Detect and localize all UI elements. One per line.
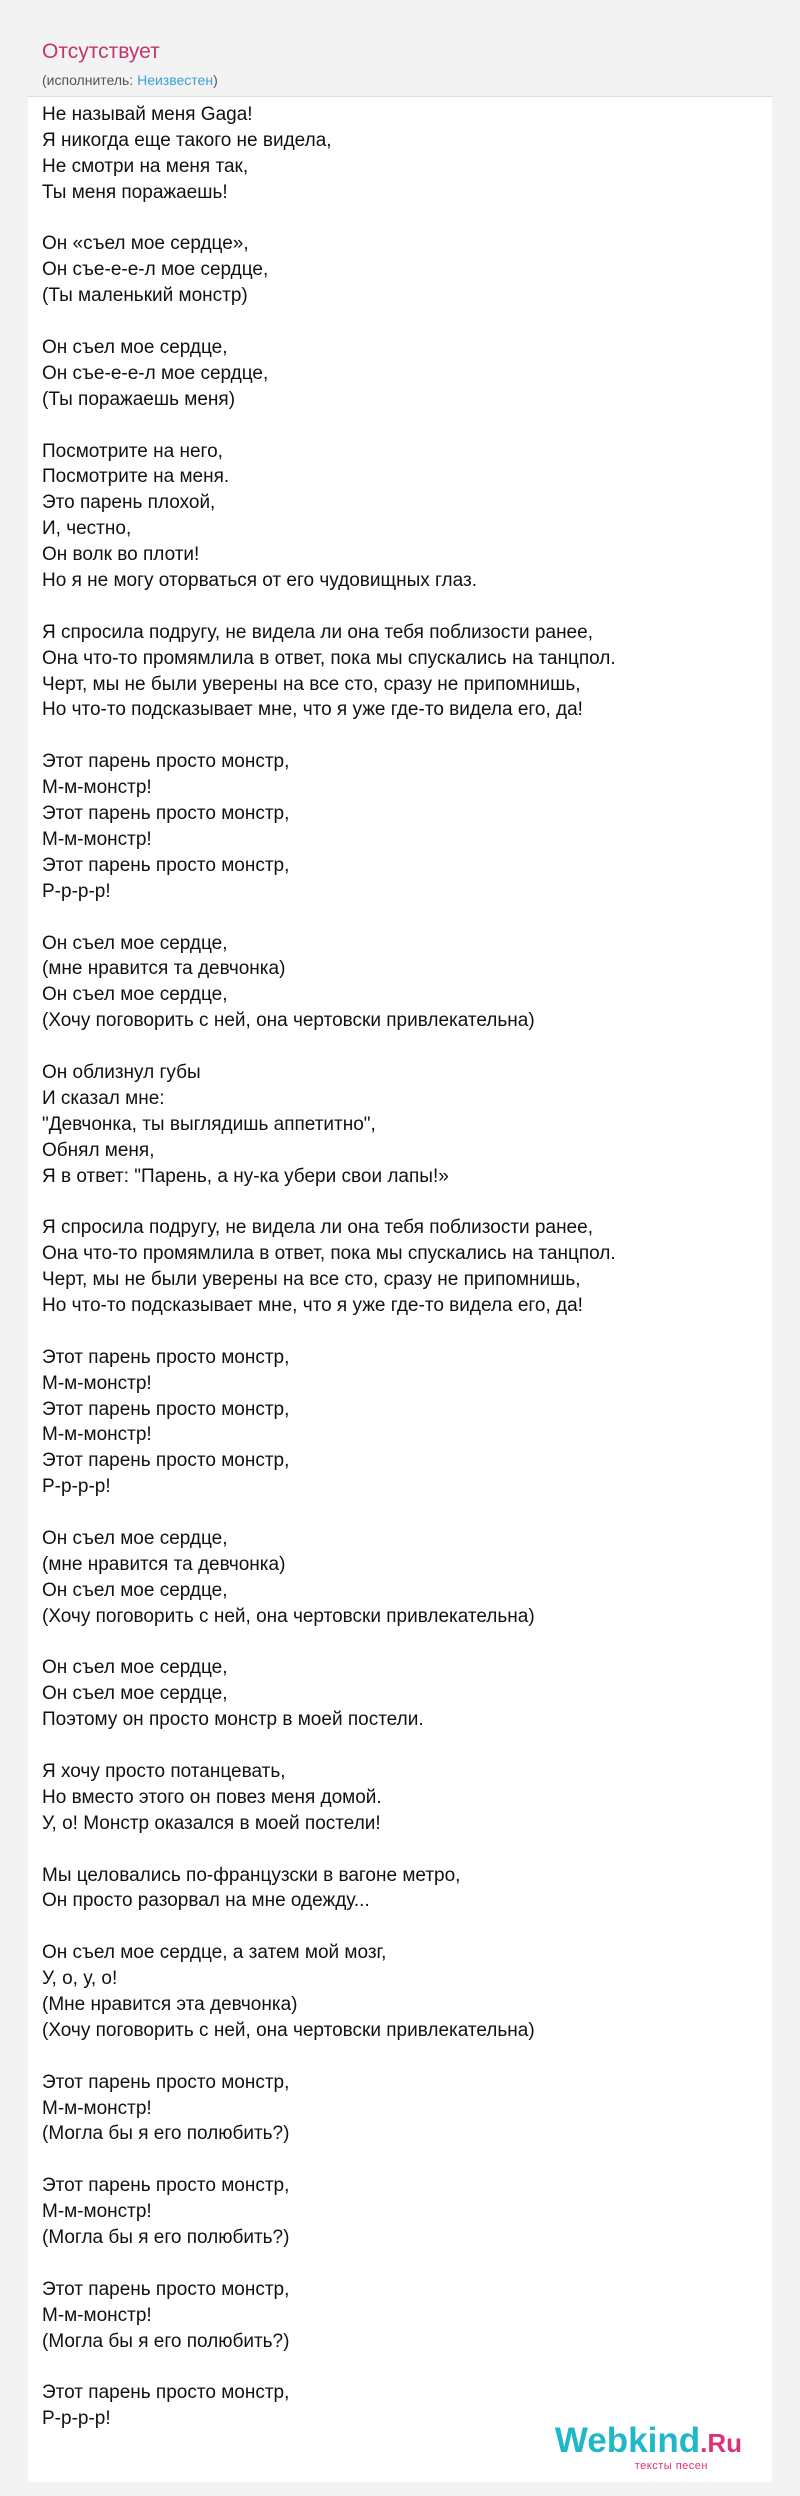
lyric-line: Посмотрите на меня.	[42, 466, 230, 488]
lyric-line: Он съел мое сердце,	[42, 1683, 228, 1705]
lyric-line: И, честно,	[42, 518, 132, 540]
lyric-line: Этот парень просто монстр,	[42, 1450, 290, 1472]
stanza-gap	[42, 2354, 762, 2380]
lyric-line: У, о! Монстр оказался в моей постели!	[42, 1812, 381, 1834]
lyric-line: Это парень плохой,	[42, 492, 216, 514]
lyric-line: Этот парень просто монстр,	[42, 2071, 290, 2093]
lyric-line: Р-р-р-р!	[42, 2408, 111, 2430]
logo-tagline: тексты песен	[634, 2460, 708, 2472]
stanza-gap	[42, 1733, 762, 1759]
lyric-line: Этот парень просто монстр,	[42, 854, 290, 876]
lyric-line: М-м-монстр!	[42, 2304, 152, 2326]
stanza-gap	[42, 309, 762, 335]
lyric-line: (Мне нравится эта девчонка)	[42, 1994, 298, 2016]
lyric-line: Я спросила подругу, не видела ли она тебя поблизости ранее,	[42, 1217, 593, 1239]
logo-web-text: Webkind	[554, 2421, 701, 2460]
stanza-gap	[42, 594, 762, 620]
lyric-line: Но я не могу оторваться от его чудовищных глаз.	[42, 570, 477, 592]
lyric-line: Р-р-р-р!	[42, 880, 111, 902]
lyric-line: Он съе-е-е-л мое сердце,	[42, 259, 269, 281]
webkind-logo[interactable]	[532, 2421, 742, 2472]
stanza-gap	[42, 723, 762, 749]
lyric-line: (Хочу поговорить с ней, она чертовски привлекательна)	[42, 1605, 535, 1627]
lyric-line: М-м-монстр!	[42, 2097, 152, 2119]
lyric-line: Не смотри на меня так,	[42, 155, 249, 177]
lyric-line: М-м-монстр!	[42, 2201, 152, 2223]
stanza-gap	[42, 2251, 762, 2277]
artist-link[interactable]: Неизвестен	[137, 72, 214, 88]
lyric-line: Я хочу просто потанцевать,	[42, 1761, 286, 1782]
artist-prefix: (исполнитель:	[42, 72, 138, 88]
lyric-line: М-м-монстр!	[42, 777, 152, 799]
lyric-line: (Могла бы я его полюбить?)	[42, 2227, 290, 2249]
lyrics-card	[28, 96, 772, 2482]
lyric-line: Он волк во плоти!	[42, 544, 200, 566]
lyric-line: Он съел мое сердце, а затем мой мозг,	[42, 1942, 387, 1964]
lyric-line: М-м-монстр!	[42, 828, 152, 850]
lyric-line: Он съел мое сердце,	[42, 932, 228, 954]
lyric-line: Но что-то подсказывает мне, что я уже где-то видела его, да!	[42, 1294, 583, 1316]
lyric-line: "Девчонка, ты выглядишь аппетитно",	[42, 1113, 376, 1135]
stanza-gap	[42, 1837, 762, 1863]
lyric-line: Этот парень просто монстр,	[42, 803, 290, 825]
lyric-line: (Могла бы я его полюбить?)	[42, 2123, 290, 2145]
lyric-line: Он съе-е-е-л мое сердце,	[42, 362, 269, 384]
artist-line	[42, 72, 218, 88]
lyric-line: Посмотрите на него,	[42, 440, 223, 462]
lyric-line: Обнял меня,	[42, 1139, 155, 1161]
lyrics-text	[42, 102, 762, 2432]
logo-wordmark	[532, 2422, 742, 2462]
lyric-line: Черт, мы не были уверены на все сто, сразу не припомнишь,	[42, 1269, 581, 1291]
stanza-gap	[42, 2147, 762, 2173]
stanza-gap	[42, 905, 762, 931]
stanza-gap	[42, 1034, 762, 1060]
lyric-line: Я в ответ: "Парень, а ну-ка убери свои лапы!»	[42, 1165, 449, 1187]
lyric-line: Он съел мое сердце,	[42, 1527, 228, 1549]
lyric-line: Черт, мы не были уверены на все сто, сразу не припомнишь,	[42, 673, 581, 695]
lyric-line: (Ты поражаешь меня)	[42, 388, 236, 410]
lyric-line: У, о, у, о!	[42, 1968, 118, 1990]
lyric-line: (Хочу поговорить с ней, она чертовски привлекательна)	[42, 1010, 535, 1032]
stanza-gap	[42, 1630, 762, 1656]
lyric-line: Он облизнул губы	[42, 1061, 201, 1083]
lyric-line: Мы целовались по-французски в вагоне метро,	[42, 1864, 461, 1886]
lyric-line: Он съел мое сердце,	[42, 1657, 228, 1679]
lyric-line: (Хочу поговорить с ней, она чертовски привлекательна)	[42, 2019, 535, 2041]
stanza-gap	[42, 1189, 762, 1215]
stanza-gap	[42, 1914, 762, 1940]
lyric-line: Я никогда еще такого не видела,	[42, 129, 332, 151]
lyric-line: Этот парень просто монстр,	[42, 2175, 290, 2197]
lyric-line: (мне нравится та девчонка)	[42, 1553, 286, 1575]
lyric-line: И сказал мне:	[42, 1087, 165, 1109]
stanza-gap	[42, 206, 762, 232]
lyric-line: М-м-монстр!	[42, 1372, 152, 1394]
stanza-gap	[42, 413, 762, 439]
lyric-line: Этот парень просто монстр,	[42, 1398, 290, 1420]
song-title: Отсутствует	[42, 40, 160, 63]
lyric-line: Он «съел мое сердце»,	[42, 233, 249, 255]
lyric-line: Этот парень просто монстр,	[42, 751, 290, 773]
lyric-line: М-м-монстр!	[42, 1424, 152, 1446]
lyric-line: Но что-то подсказывает мне, что я уже где-то видела его, да!	[42, 699, 583, 721]
lyric-line: Не называй меня Gaga!	[42, 104, 253, 125]
lyric-line: Он просто разорвал на мне одежду...	[42, 1890, 370, 1912]
stanza-gap	[42, 2044, 762, 2070]
lyric-line: Ты меня поражаешь!	[42, 181, 228, 203]
stanza-gap	[42, 1319, 762, 1345]
lyric-line: Этот парень просто монстр,	[42, 1346, 290, 1368]
stanza-gap	[42, 1500, 762, 1526]
lyric-line: (Ты маленький монстр)	[42, 285, 248, 307]
lyric-line: Я спросила подругу, не видела ли она тебя поблизости ранее,	[42, 621, 593, 643]
lyric-line: Поэтому он просто монстр в моей постели.	[42, 1709, 424, 1731]
lyric-line: (мне нравится та девчонка)	[42, 958, 286, 980]
lyric-line: Р-р-р-р!	[42, 1476, 111, 1498]
lyric-line: (Могла бы я его полюбить?)	[42, 2330, 290, 2352]
artist-suffix: )	[213, 72, 218, 88]
lyric-line: Он съел мое сердце,	[42, 1579, 228, 1601]
lyric-line: Она что-то промямлила в ответ, пока мы спускались на танцпол.	[42, 1243, 616, 1265]
lyric-line: Но вместо этого он повез меня домой.	[42, 1786, 382, 1808]
lyric-line: Этот парень просто монстр,	[42, 2278, 290, 2300]
lyric-line: Он съел мое сердце,	[42, 984, 228, 1006]
logo-ru-text: .Ru	[700, 2428, 742, 2458]
page-header	[0, 0, 800, 95]
lyric-line: Этот парень просто монстр,	[42, 2382, 290, 2404]
lyric-line: Она что-то промямлила в ответ, пока мы спускались на танцпол.	[42, 647, 616, 669]
lyric-line: Он съел мое сердце,	[42, 337, 228, 359]
